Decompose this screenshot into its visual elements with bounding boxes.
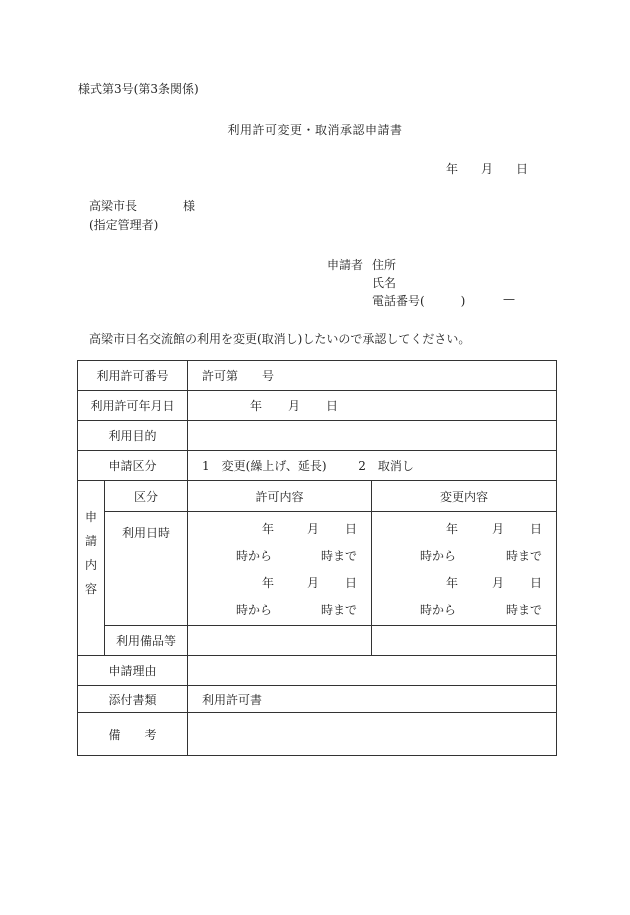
reason-label: 申請理由: [78, 656, 188, 686]
division-label: 区分: [105, 481, 188, 512]
changed-year-1: 年: [446, 521, 459, 536]
permitted-from-2: 時から: [236, 602, 273, 617]
permitted-year-2: 年: [262, 575, 275, 590]
changed-day-1: 日: [530, 521, 543, 536]
changed-from-1: 時から: [420, 548, 457, 563]
changed-day-2: 日: [530, 575, 543, 590]
changed-equipment-field[interactable]: [372, 626, 557, 656]
usage-datetime-label: 利用日時: [105, 512, 188, 626]
permitted-month-2: 月: [306, 575, 319, 590]
permitted-until-1: 時まで: [321, 548, 358, 563]
equipment-label: 利用備品等: [105, 626, 188, 656]
permitted-day-2: 日: [345, 575, 358, 590]
permit-number-field[interactable]: 許可第 号: [188, 361, 557, 391]
remarks-label: 備 考: [78, 713, 188, 756]
permit-date-month: 月: [288, 399, 301, 413]
applicant-address-label: 住所: [372, 258, 397, 272]
permit-date-day: 日: [326, 399, 339, 413]
applicant-phone-label: 電話番号( ): [372, 294, 466, 308]
permitted-from-1: 時から: [236, 548, 273, 563]
attachment-label: 添付書類: [78, 686, 188, 713]
changed-until-2: 時まで: [506, 602, 543, 617]
addressee: 高梁市長: [89, 199, 138, 213]
reason-field[interactable]: [188, 656, 557, 686]
category-option-cancel[interactable]: 2 取消し: [358, 459, 414, 473]
changed-datetime-field[interactable]: [372, 512, 557, 626]
changed-year-2: 年: [446, 575, 459, 590]
permit-number-label: 利用許可番号: [78, 361, 188, 391]
phone-dash: —: [503, 292, 515, 306]
permitted-content-header: 許可内容: [188, 481, 372, 512]
form-number: 様式第3号(第3条関係): [78, 82, 199, 96]
permitted-datetime-field[interactable]: [188, 512, 372, 626]
permit-date-field[interactable]: [188, 391, 557, 421]
date-month-label: 月: [481, 162, 494, 176]
changed-month-1: 月: [492, 521, 505, 536]
permitted-until-2: 時まで: [321, 602, 358, 617]
purpose-label: 利用目的: [78, 421, 188, 451]
date-day-label: 日: [516, 162, 529, 176]
addressee-sub: (指定管理者): [89, 218, 159, 232]
changed-content-header: 変更内容: [372, 481, 557, 512]
permitted-month-1: 月: [306, 521, 319, 536]
category-field[interactable]: [188, 451, 557, 481]
applicant-label: 申請者: [327, 258, 364, 272]
changed-until-1: 時まで: [506, 548, 543, 563]
content-group-label: 申請内容: [78, 481, 105, 656]
permitted-year-1: 年: [262, 521, 275, 536]
changed-month-2: 月: [492, 575, 505, 590]
addressee-honorific: 様: [183, 199, 196, 213]
permit-date-label: 利用許可年月日: [78, 391, 188, 421]
permit-date-year: 年: [250, 399, 263, 413]
attachment-field[interactable]: 利用許可書: [188, 686, 557, 713]
permitted-day-1: 日: [345, 521, 358, 536]
applicant-name-label: 氏名: [372, 276, 397, 290]
changed-from-2: 時から: [420, 602, 457, 617]
category-label: 申請区分: [78, 451, 188, 481]
request-text: 高梁市日名交流館の利用を変更(取消し)したいので承認してください。: [89, 332, 471, 346]
purpose-field[interactable]: [188, 421, 557, 451]
permitted-equipment-field[interactable]: [188, 626, 372, 656]
application-table: [77, 360, 557, 756]
document-title: 利用許可変更・取消承認申請書: [227, 123, 403, 137]
date-year-label: 年: [446, 162, 459, 176]
remarks-field[interactable]: [188, 713, 557, 756]
category-option-change[interactable]: 1 変更(繰上げ、延長): [202, 459, 327, 473]
